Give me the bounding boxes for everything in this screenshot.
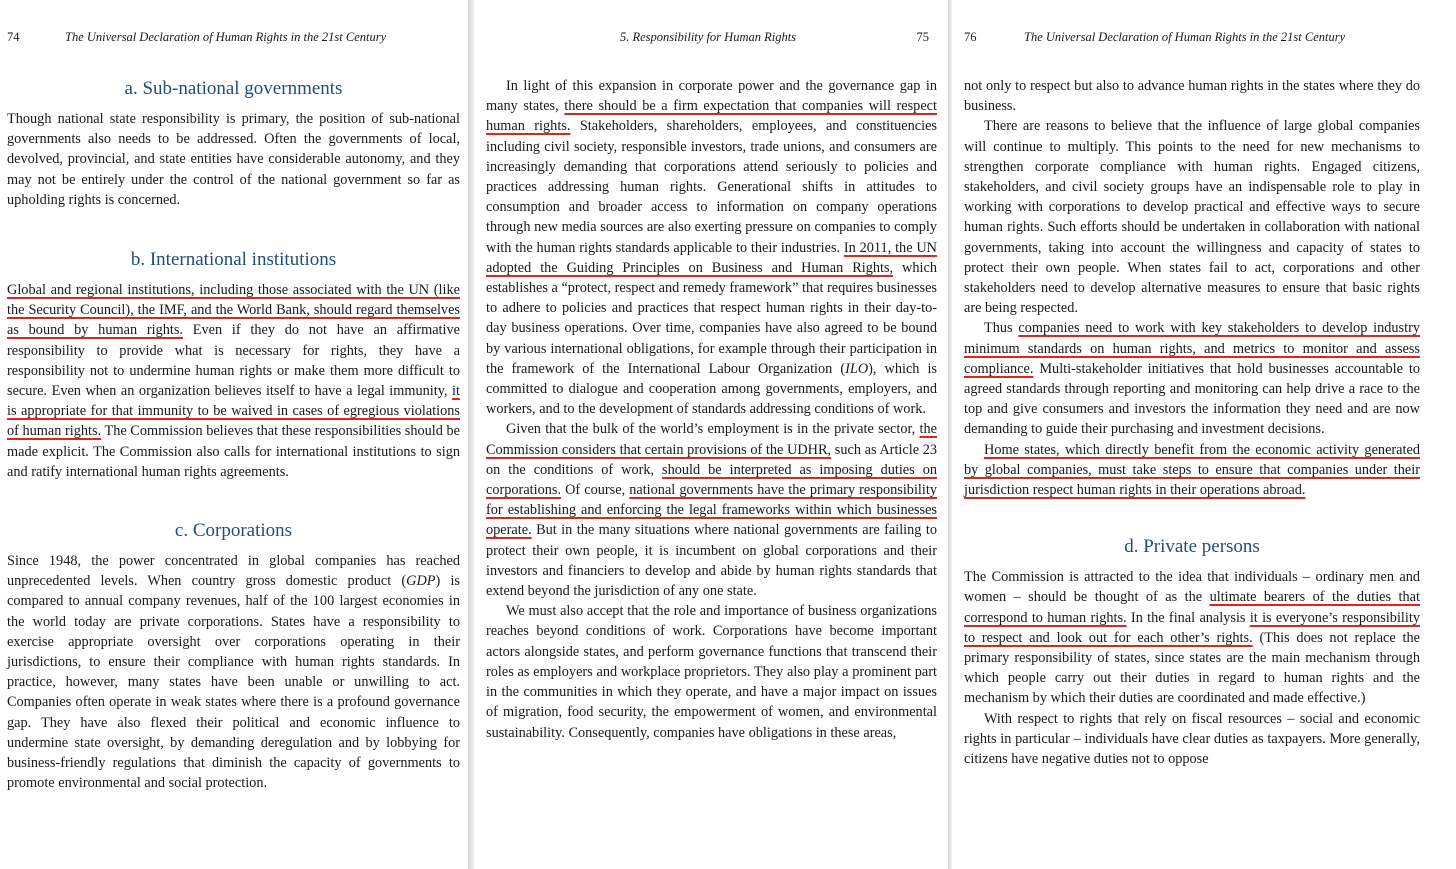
highlighted-text: there should be a firm expectation that companies will respect human rights. [486,98,937,135]
page-number: 74 [7,30,20,44]
paragraph [486,76,937,419]
page-75 [474,0,948,869]
text: such as Article 23 on the conditions of work, [486,441,937,478]
highlighted-text: In 2011, the UN adopted the Guiding Principles on Business and Human Rights, [486,239,938,276]
paragraph [7,551,460,793]
paragraph: not only to respect but also to advance human rights in the states where they do business. [964,78,1420,115]
paragraph: We must also accept that the role and importance of business organizations reaches beyond conditions of work. Corporations have become important actors alongside states, and perform governance functions that transcend their roles as employers and workplace proprietors. They also play a prominent part in the communities in which they operate, and have a major impact on issues of migration, food security, the empowerment of women, and environmental sustainability. Consequently, companies have obligations in these areas, [486,603,937,741]
highlighted-text: it is appropriate for that immunity to be waived in cases of egregious violations of human rights. [7,383,460,440]
paragraph [964,567,1420,708]
highlighted-text: should be interpreted as imposing duties on corporations. [486,461,937,499]
text: In the final analysis [1126,609,1250,626]
paragraph [486,419,937,601]
text: The Commission is attracted to the idea that individuals – ordinary men and women – should be thought of as the [964,569,1420,606]
page-number: 76 [964,30,977,44]
running-header [964,30,1420,58]
highlighted-text: the Commission considers that certain provisions of the UDHR, [486,421,937,458]
text: Thus [984,320,1019,337]
text: Of course, [561,482,630,499]
text: which establishes a “protect, respect and remedy framework” that requires businesses to adhere to policies and practices that respect human rights in their day-to-day business operations. Over time, companies have also agreed to be bound by various international obligations, for example through their participation in the framework of the International Labour Organization ( [486,259,937,377]
paragraph: With respect to rights that rely on fiscal resources – social and economic rights in particular – individuals have clear duties as taxpayers. More generally, citizens have negative duties not to oppose [964,710,1420,768]
running-header [7,30,460,58]
paragraph [964,318,1420,439]
section-heading-international: b. International institutions [130,249,337,271]
highlighted-text: national governments have the primary responsibility for establishing and enforcing the legal frameworks within which businesses operate. [486,482,937,539]
running-header [486,30,937,58]
text: Since 1948, the power concentrated in global companies has reached unprecedented levels. When country gross domestic product ( [7,553,460,590]
highlighted-text: Home states, which directly benefit from the economic activity generated by global companies, must take steps to ensure that companies under their jurisdiction respect human rights in their operations abroad. [964,441,1420,499]
paragraph: There are reasons to believe that the influence of large global companies will continue to multiply. This points to the need for new mechanisms to strengthen corporate compliance with human rights. Engaged citizens, stakeholders, and civil society groups have an indispensable role to play in working with corporations to develop practical and effective ways to secure human rights. Such efforts should be undertaken in collaboration with national governments, taking into account the willingness and capacity of states to protect their own people. When states fail to act, corporations and other stakeholders need to develop alternative measures to ensure that basic rights are being respected. [964,118,1420,317]
text: Stakeholders, shareholders, employees, and constituencies including civil society, responsible investors, trade unions, and consumers are increasingly demanding that corporations attend seriously to policies and practices addressing human rights. Generational shifts in attitudes to consumption and broader access to information on company operations through new media sources are also exerting pressure on companies to comply with the human rights standards applicable to their industries. [486,118,937,256]
text: ), which is committed to dialogue and cooperation among governments, employers, and workers, and to the development of standards addressing conditions of work. [486,360,937,418]
running-title: The Universal Declaration of Human Rights in the 21st Century [65,30,387,44]
page-76 [952,0,1456,869]
paragraph: Though national state responsibility is primary, the position of sub-national governments also needs to be addressed. Often the governments of local, devolved, provincial, and state entities have considerable autonomy, and they may not be entirely under the control of the national government so far as upholding rights is concerned. [7,111,460,208]
paragraph [964,440,1420,501]
highlighted-text: Global and regional institutions, including those associated with the UN (like the Security Council), the IMF, and the World Bank, should regard themselves as bound by human rights. [7,282,460,339]
highlighted-text: ultimate bearers of the duties that correspond to human rights. [964,589,1420,626]
text: Given that the bulk of the world’s employment is in the private sector, [506,421,920,438]
running-title: The Universal Declaration of Human Rights in the 21st Century [1024,30,1346,44]
paragraph [7,280,460,482]
highlighted-text: it is everyone’s responsibility to respect and look out for each other’s rights. [964,609,1420,646]
section-heading-private-persons: d. Private persons [1124,536,1260,558]
page-number: 75 [916,30,929,44]
text: ) is compared to annual company revenues, half of the 100 largest economies in the world today are private corporations. States have a responsibility to exercise appropriate oversight over corporations operating in their jurisdictions, to ensure their compliance with human rights standards. In practice, however, many states have been unable or unwilling to act. Companies often operate in weak states where there is a profound governance gap. They have also flexed their political and economic influence to undermine state oversight, by demanding deregulation and by lobbying for business-friendly regulations that diminish the capacity of governments to promote environmental and social protection. [7,573,460,792]
text: Even if they do not have an affirmative responsibility to provide what is necessary for rights, they have a responsibility not to undermine human rights or make them more difficult to secure. Even when an organization believes itself to have a legal immunity, [7,322,460,400]
text: (This does not replace the primary responsibility of states, since states are the main mechanism through which people carry out their duties in regard to human rights and the mechanism by which their duties are coordinated and made effective.) [964,629,1420,707]
text: The Commission believes that these responsibilities should be made explicit. The Commission also calls for international institutions to sign and ratify international human rights agreements. [7,423,460,480]
section-heading-corporations: c. Corporations [174,520,293,542]
page-74 [0,0,468,869]
text: Multi-stakeholder initiatives that hold businesses accountable to agreed standards through reporting and monitoring can help drive a race to the top and give consumers and investors the information they need and are now demanding to guide their purchasing and investment decisions. [964,360,1420,438]
section-heading-sub-national: a. Sub-national governments [124,78,343,99]
abbreviation: GDP [406,573,436,590]
running-title: 5. Responsibility for Human Rights [620,30,797,44]
abbreviation: ILO [845,360,869,377]
text: In light of this expansion in corporate power and the governance gap in many states, [486,78,937,115]
highlighted-text: companies need to work with key stakeholders to develop industry minimum standards on human rights, and metrics to monitor and assess compliance. [964,320,1421,377]
text: But in the many situations where national governments are failing to protect their own people, it is incumbent on global corporations and their investors and financiers to develop and abide by human rights standards that extend beyond the jurisdiction of any one state. [486,522,937,600]
